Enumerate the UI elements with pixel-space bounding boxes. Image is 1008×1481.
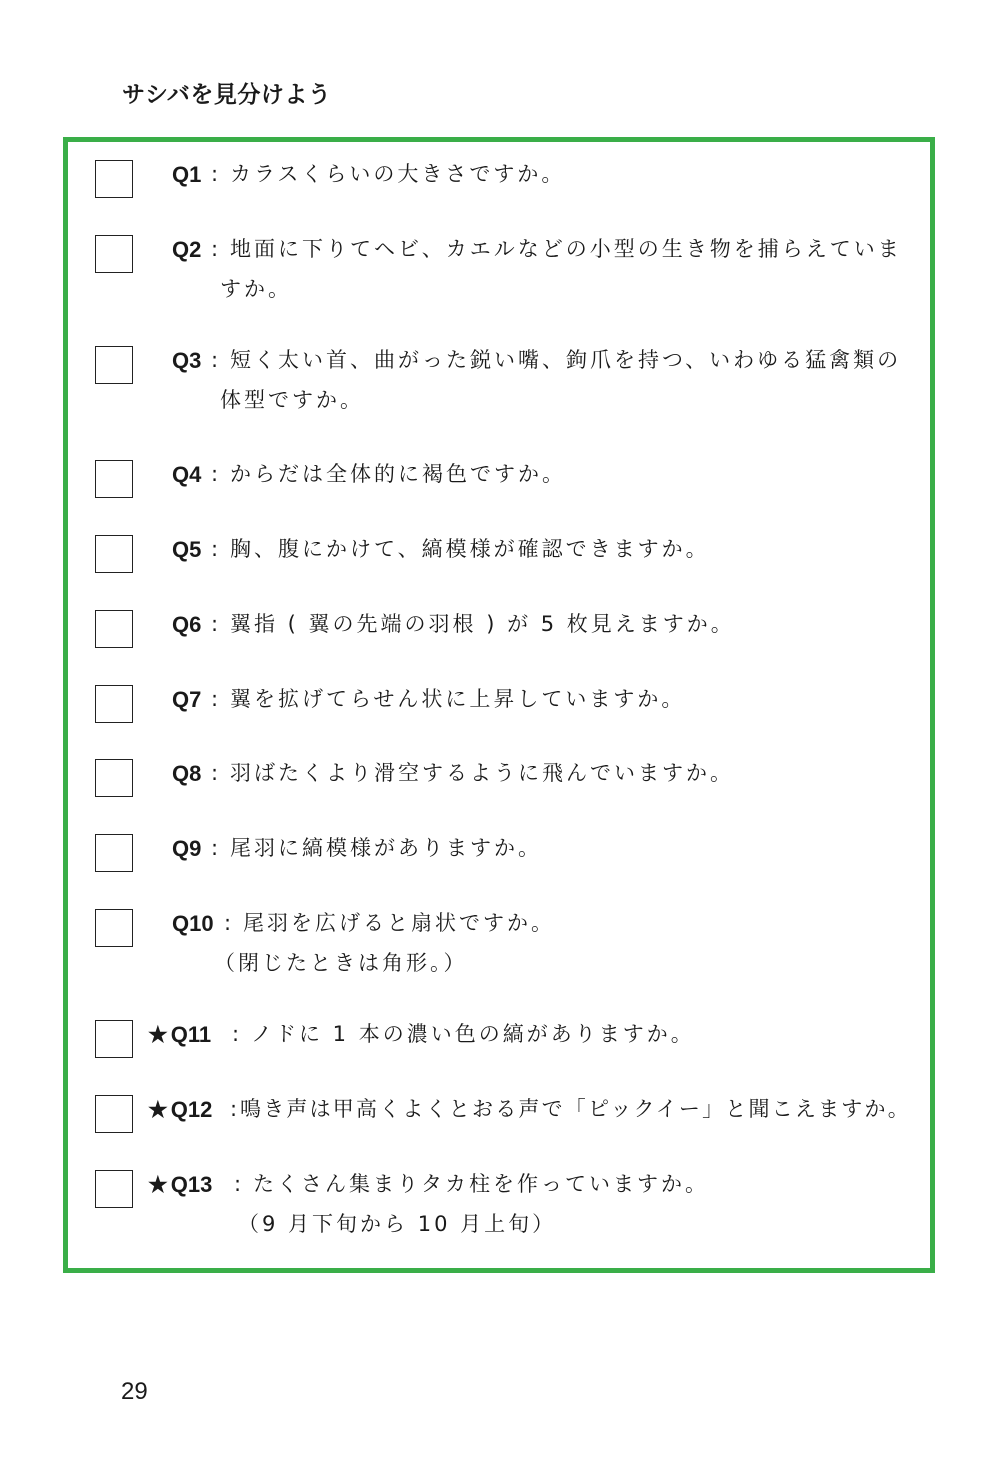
- question-text-continued: 体型ですか。: [220, 388, 364, 412]
- question-text-continued: （9 月下旬から 10 月上旬）: [238, 1212, 557, 1236]
- question-label: Q2: [172, 237, 202, 262]
- checkbox-q3[interactable]: [95, 346, 133, 384]
- question-label: Q4: [172, 462, 202, 487]
- checkbox-q11[interactable]: [95, 1020, 133, 1058]
- question-colon: :: [211, 836, 219, 860]
- question-label: Q1: [172, 162, 202, 187]
- question-label: Q10: [172, 911, 214, 936]
- question-text: 尾羽に縞模様がありますか。: [230, 836, 542, 860]
- question-label: [148, 1172, 212, 1198]
- question-colon: :: [234, 1172, 242, 1196]
- question-text: 地面に下りてヘビ、カエルなどの小型の生き物を捕らえていま: [230, 237, 902, 261]
- question-label: [148, 1097, 212, 1123]
- question-colon: :: [224, 911, 232, 935]
- checkbox-q12[interactable]: [95, 1095, 133, 1133]
- checkbox-q4[interactable]: [95, 460, 133, 498]
- question-text: 胸、腹にかけて、縞模様が確認できますか。: [230, 537, 710, 561]
- question-text: 短く太い首、曲がった鋭い嘴、鉤爪を持つ、いわゆる猛禽類の: [230, 348, 902, 372]
- question-label: Q9: [172, 836, 202, 861]
- checkbox-q7[interactable]: [95, 685, 133, 723]
- question-number: Q11: [170, 1022, 212, 1047]
- question-colon: :: [211, 162, 219, 186]
- question-label: Q7: [172, 687, 202, 712]
- page-title: サシバを見分けよう: [122, 82, 332, 108]
- question-text-continued: （閉じたときは角形。）: [214, 951, 468, 975]
- question-text: ノドに 1 本の濃い色の縞がありますか。: [251, 1022, 695, 1046]
- question-text: 羽ばたくより滑空するように飛んでいますか。: [230, 761, 734, 785]
- question-text-continued: すか。: [220, 277, 292, 301]
- question-colon: :: [211, 537, 219, 561]
- question-number: Q13: [170, 1172, 213, 1197]
- question-colon: :: [232, 1022, 240, 1046]
- question-label: Q3: [172, 348, 202, 373]
- question-colon: :: [230, 1097, 238, 1121]
- question-label: [148, 1022, 211, 1048]
- star-icon: ★: [148, 1022, 168, 1047]
- question-label: Q6: [172, 612, 202, 637]
- question-label: Q5: [172, 537, 202, 562]
- checkbox-q5[interactable]: [95, 535, 133, 573]
- question-text: たくさん集まりタカ柱を作っていますか。: [253, 1172, 709, 1196]
- checkbox-q1[interactable]: [95, 160, 133, 198]
- star-icon: ★: [148, 1172, 168, 1197]
- question-text: 尾羽を広げると扇状ですか。: [243, 911, 555, 935]
- question-colon: :: [211, 237, 219, 261]
- checkbox-q6[interactable]: [95, 610, 133, 648]
- question-number: Q12: [170, 1097, 213, 1122]
- star-icon: ★: [148, 1097, 168, 1122]
- question-text: 鳴き声は甲高くよくとおる声で「ピックイー」と聞こえますか。: [240, 1097, 911, 1121]
- question-colon: :: [211, 687, 219, 711]
- question-colon: :: [211, 348, 219, 372]
- question-text: 翼指 ( 翼の先端の羽根 ) が 5 枚見えますか。: [230, 612, 735, 636]
- question-text: カラスくらいの大きさですか。: [230, 162, 566, 186]
- question-colon: :: [211, 612, 219, 636]
- question-colon: :: [211, 462, 219, 486]
- question-text: からだは全体的に褐色ですか。: [230, 462, 566, 486]
- checkbox-q8[interactable]: [95, 759, 133, 797]
- checkbox-q2[interactable]: [95, 235, 133, 273]
- checkbox-q9[interactable]: [95, 834, 133, 872]
- page-number: 29: [121, 1378, 148, 1405]
- checkbox-q10[interactable]: [95, 909, 133, 947]
- question-text: 翼を拡げてらせん状に上昇していますか。: [230, 687, 686, 711]
- checklist-frame: [63, 137, 935, 1273]
- checkbox-q13[interactable]: [95, 1170, 133, 1208]
- question-label: Q8: [172, 761, 202, 786]
- question-colon: :: [211, 761, 219, 785]
